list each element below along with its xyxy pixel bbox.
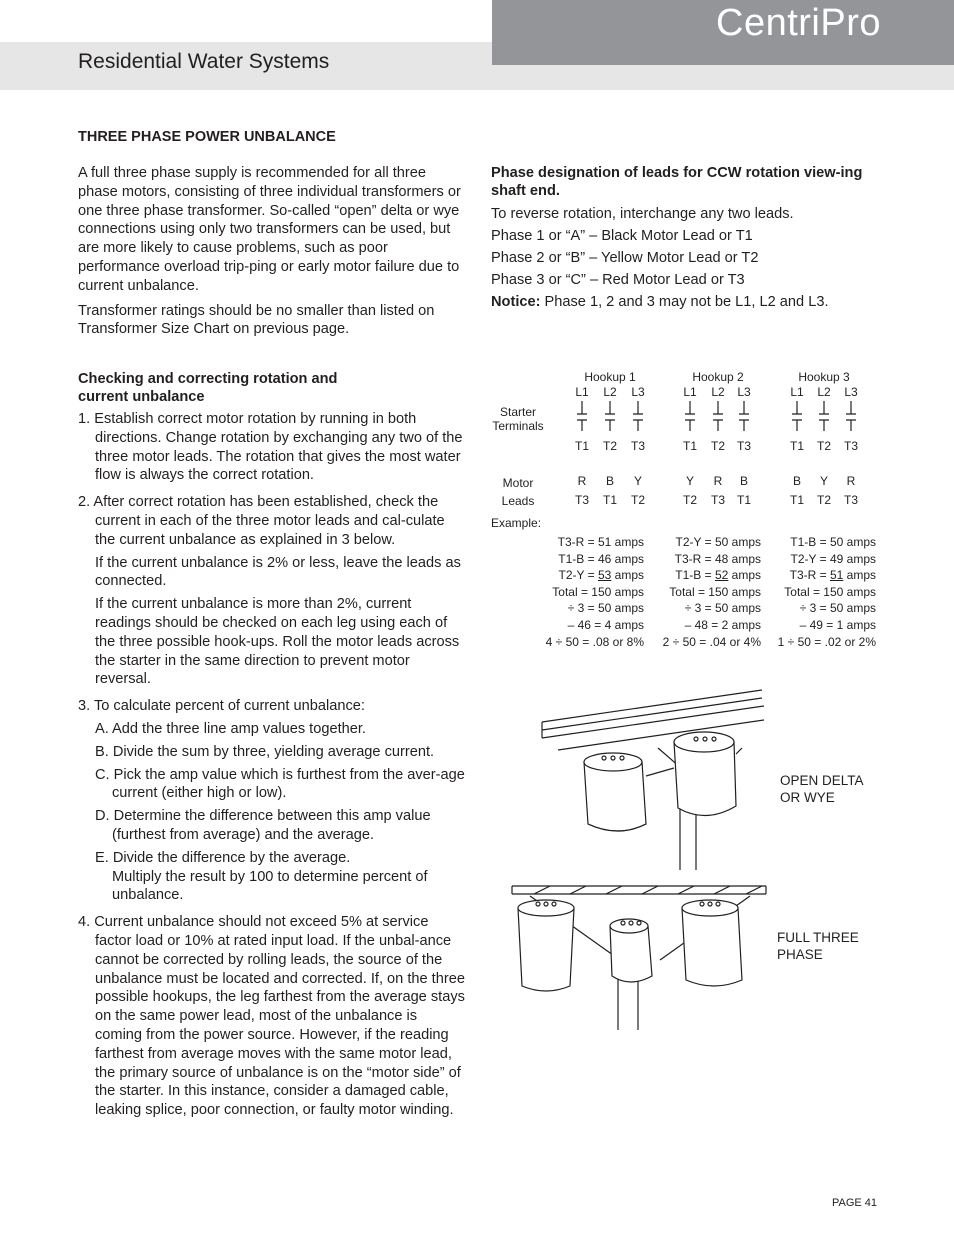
terminal-label: T1 <box>574 439 589 453</box>
notice-label: Notice: <box>491 294 541 310</box>
list-item-note: If the current unbalance is more than 2%, current readings should be checked on each leg using each of the three possible hook-ups. Roll the motor leads across the starter in the same direction to prevent motor reversal. <box>95 596 460 688</box>
terminal-label: T3 <box>736 439 751 453</box>
calc-line: – 48 = 2 amps <box>684 617 761 632</box>
page-heading: THREE PHASE POWER UNBALANCE <box>78 129 336 145</box>
calc-line: ÷ 3 = 50 amps <box>684 601 761 616</box>
label-line: Terminals <box>492 419 544 433</box>
label-line: Leads <box>501 494 535 508</box>
caption-line: PHASE <box>777 947 823 962</box>
calc-line: T3-R = 48 amps <box>674 551 761 566</box>
line-label: L2 <box>817 385 831 399</box>
step-item: E. Divide the difference by the average. <box>95 849 351 866</box>
lead-color: Y <box>819 474 828 488</box>
terminal-label: T2 <box>710 439 725 453</box>
calc-part: T1-B = <box>675 568 715 583</box>
line-label: L3 <box>631 385 645 399</box>
terminal-connectors <box>668 398 764 434</box>
list-item: 4. Current unbalance should not exceed 5% at service factor load or 10% at rated input load. If the unbal-ance cannot be corrected by rolling leads, the source of the unbalance must be located and corrected. If, on the three possible hookups, the leg farthest from the average stays on the same power lead, most of the unbalance is coming from the power source. However, if the reading farthest from average moves with the same motor lead, the primary source of unbalance is on the “motor side” of the starter. In this instance, consider a damaged cable, leaking splice, poor connection, or faulty motor winding. <box>78 914 465 1119</box>
terminal-label: T3 <box>630 439 645 453</box>
calc-part: T2-Y = <box>558 568 598 583</box>
calc-block-1 <box>520 534 644 650</box>
terminal-connectors <box>775 398 871 434</box>
hookup-title: Hookup 3 <box>798 370 850 384</box>
step-item-continued: Multiply the result by 100 to determine percent of unbalance. <box>112 868 428 904</box>
phase-designation-heading: Phase designation of leads for CCW rotation view-ing shaft end. <box>491 165 863 199</box>
calc-line: ÷ 3 = 50 amps <box>567 601 644 616</box>
lead-terminal: T1 <box>602 493 617 507</box>
list-item-note: If the current unbalance is 2% or less, leave the leads as connected. <box>95 554 461 590</box>
notice-text: Phase 1, 2 and 3 may not be L1, L2 and L3. <box>540 294 829 310</box>
lead-color: R <box>846 474 856 488</box>
page-number: PAGE 41 <box>832 1197 878 1209</box>
lead-terminal: T1 <box>736 493 751 507</box>
label-line: Starter <box>499 405 536 419</box>
list-item: 3. To calculate percent of current unbalance: <box>78 698 365 715</box>
lead-color: Y <box>633 474 642 488</box>
lead-color: R <box>577 474 587 488</box>
lead-terminal: T2 <box>630 493 645 507</box>
lead-color: B <box>792 474 801 488</box>
checking-section <box>78 370 466 1120</box>
step-item: D. Determine the difference between this amp value (furthest from average) and the average. <box>95 808 431 843</box>
calc-part: 53 <box>597 568 612 583</box>
line-label: L1 <box>683 385 697 399</box>
caption-line: OPEN DELTA <box>780 773 864 788</box>
lead-color: B <box>605 474 614 488</box>
calc-line: – 49 = 1 amps <box>799 617 876 632</box>
calc-line: – 46 = 4 amps <box>567 617 644 632</box>
hookup-title: Hookup 1 <box>584 370 636 384</box>
full-three-phase-transformer-illustration <box>510 880 772 1034</box>
lead-terminal: T3 <box>574 493 589 507</box>
calc-line: Total = 150 amps <box>669 584 761 599</box>
terminal-connectors <box>560 398 656 434</box>
label-line: Motor <box>502 476 534 490</box>
hookup-title: Hookup 2 <box>692 370 744 384</box>
calc-part: amps <box>611 568 644 583</box>
lead-terminal: T3 <box>710 493 725 507</box>
notice-line <box>491 291 881 313</box>
caption-line: FULL THREE <box>777 930 859 945</box>
calc-line <box>640 567 761 584</box>
step-item: A. Add the three line amp values together. <box>95 720 366 737</box>
line-label: L3 <box>844 385 858 399</box>
open-delta-transformer-illustration <box>538 684 770 870</box>
phase-line: Phase 1 or “A” – Black Motor Lead or T1 <box>491 228 753 244</box>
example-label: Example: <box>491 516 542 530</box>
intro-paragraph-1: A full three phase supply is recommended for all three phase motors, consisting of three individual transformers or one three phase transformer. So-called “open” delta or wye connections using only two transformers can be used, but are more likely to cause problems, such as poor performance overload trip-ping or early motor failure due to current unbalance. <box>78 165 461 294</box>
line-label: L3 <box>737 385 751 399</box>
line-label: L1 <box>790 385 804 399</box>
calc-part: 51 <box>829 568 844 583</box>
brand-logo-text: CentriPro <box>716 2 881 44</box>
calc-part: amps <box>728 568 761 583</box>
checking-heading: Checking and correcting rotation and current unbalance <box>78 371 338 405</box>
phase-line: Phase 2 or “B” – Yellow Motor Lead or T2 <box>491 250 759 266</box>
calc-line: 2 ÷ 50 = .04 or 4% <box>662 634 761 649</box>
starter-terminals-label <box>490 405 546 433</box>
terminal-label: T1 <box>682 439 697 453</box>
lead-terminal: T3 <box>843 493 858 507</box>
section-title: Residential Water Systems <box>78 50 330 73</box>
calc-part: amps <box>843 568 876 583</box>
calc-line: ÷ 3 = 50 amps <box>799 601 876 616</box>
lead-color: Y <box>685 474 694 488</box>
lead-terminal: T1 <box>789 493 804 507</box>
line-label: L2 <box>603 385 617 399</box>
open-delta-caption <box>780 772 864 806</box>
calc-part: 52 <box>714 568 729 583</box>
calc-line: Total = 150 amps <box>784 584 876 599</box>
terminal-label: T1 <box>789 439 804 453</box>
phase-designation <box>491 164 881 313</box>
line-label: L1 <box>575 385 589 399</box>
phase-line: Phase 3 or “C” – Red Motor Lead or T3 <box>491 272 745 288</box>
calc-line <box>520 567 644 584</box>
line-label: L2 <box>711 385 725 399</box>
calc-line: T3-R = 51 amps <box>557 535 644 549</box>
calc-block-3 <box>756 534 876 650</box>
terminal-label: T2 <box>816 439 831 453</box>
phase-line: To reverse rotation, interchange any two leads. <box>491 206 794 222</box>
calc-block-2 <box>640 534 761 650</box>
terminal-label: T3 <box>843 439 858 453</box>
step-item: C. Pick the amp value which is furthest from the aver-age current (either high or low). <box>95 766 465 802</box>
intro-text <box>78 164 466 345</box>
calc-line: T2-Y = 49 amps <box>790 551 876 566</box>
caption-line: OR WYE <box>780 790 835 805</box>
lead-terminal: T2 <box>682 493 697 507</box>
motor-leads-label <box>490 474 546 510</box>
intro-paragraph-2: Transformer ratings should be no smaller than listed on Transformer Size Chart on previous page. <box>78 302 435 338</box>
lead-color: R <box>713 474 723 488</box>
list-item: 2. After correct rotation has been established, check the current in each of the three motor leads and cal-culate the current unbalance as explained in 3 below. <box>78 494 445 548</box>
calc-part: T3-R = <box>789 568 830 583</box>
calc-line: 1 ÷ 50 = .02 or 2% <box>777 634 876 649</box>
calc-line: T1-B = 50 amps <box>790 535 876 549</box>
full-three-phase-caption <box>777 929 859 963</box>
calc-line <box>756 567 876 584</box>
calc-line: T1-B = 46 amps <box>558 551 644 566</box>
calc-line: 4 ÷ 50 = .08 or 8% <box>545 634 644 649</box>
terminal-label: T2 <box>602 439 617 453</box>
lead-terminal: T2 <box>816 493 831 507</box>
list-item: 1. Establish correct motor rotation by running in both directions. Change rotation by exchanging any two of the three motor leads. The rotation that gives the most water flow is always the correct rotation. <box>78 411 463 484</box>
step-item: B. Divide the sum by three, yielding average current. <box>95 743 435 760</box>
lead-color: B <box>739 474 748 488</box>
calc-line: T2-Y = 50 amps <box>675 535 761 549</box>
calc-line: Total = 150 amps <box>552 584 644 599</box>
